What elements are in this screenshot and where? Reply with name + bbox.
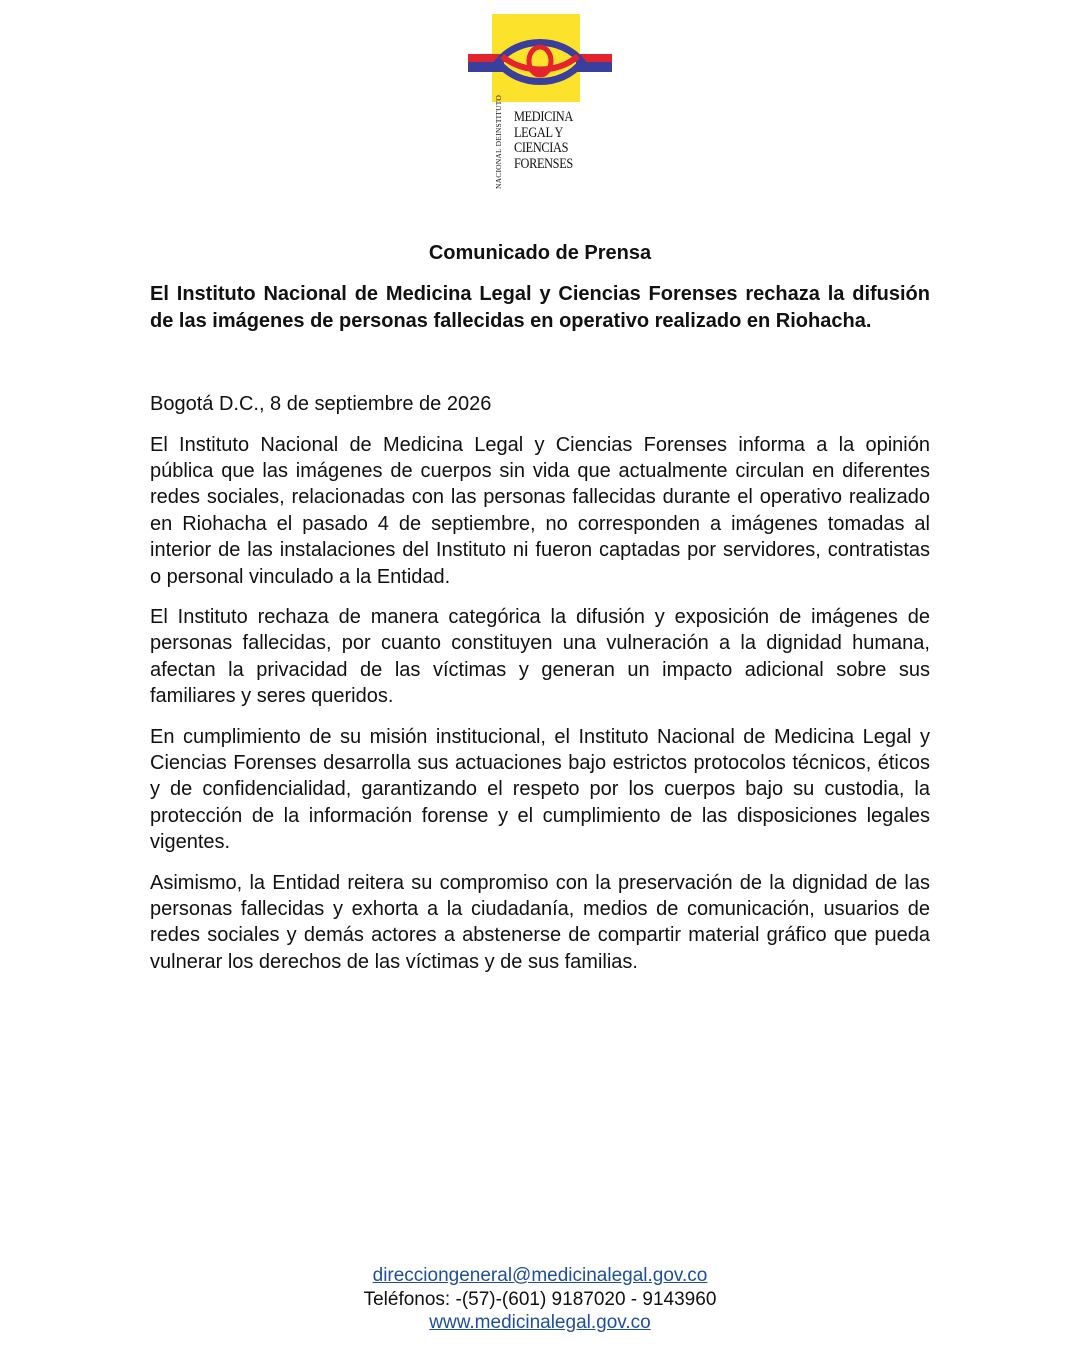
dateline: Bogotá D.C., 8 de septiembre de 2026	[150, 393, 492, 415]
eye-emblem-icon	[468, 14, 612, 104]
logo-word: CIENCIAS	[514, 140, 569, 156]
logo-word: MEDICINA	[514, 109, 573, 125]
phone-numbers: Teléfonos: -(57)-(601) 9187020 - 9143960	[363, 1288, 717, 1310]
logo-word: LEGAL Y	[514, 124, 564, 141]
contact-footer	[0, 1264, 1080, 1335]
institute-logo	[468, 14, 612, 189]
document-heading: Comunicado de Prensa	[428, 242, 652, 264]
email-link[interactable]: direcciongeneral@medicinalegal.gov.co	[372, 1265, 708, 1286]
document-subheading: El Instituto Nacional de Medicina Legal y Ciencias Forenses rechaza la difusión de las imágenes de personas fallecidas en operativo realizado en Riohacha.	[150, 283, 930, 332]
body-paragraph: El Instituto rechaza de manera categórica la difusión y exposición de imágenes de personas fallecidas, por cuanto constituyen una vulneración a la dignidad humana, afectan la privacidad de las víctimas y generan un impacto adicional sobre sus familiares y seres queridos.	[150, 605, 930, 708]
body-paragraph: Asimismo, la Entidad reitera su compromiso con la preservación de la dignidad de las personas fallecidas y exhorta a la ciudadanía, medios de comunicación, usuarios de redes sociales y demás actores a abstenerse de compartir material gráfico que pueda vulnerar los derechos de las víctimas y de sus familias.	[150, 871, 930, 973]
website-link[interactable]: www.medicinalegal.gov.co	[429, 1312, 651, 1333]
logo-vertical-line: INSTITUTO	[494, 95, 503, 136]
body-paragraph: En cumplimiento de su misión institucional, el Instituto Nacional de Medicina Legal y Ciencias Forenses desarrolla sus actuaciones bajo estrictos protocolos técnicos, éticos y de confidencialidad, garantizando el respeto por los cuerpos bajo su custodia, la protección de la información forense y el cumplimiento de las disposiciones legales vigentes.	[150, 725, 930, 854]
logo-wordmark	[514, 110, 573, 172]
logo-vertical-text	[490, 95, 508, 189]
press-release-body	[150, 240, 930, 975]
logo-vertical-line: NACIONAL DE	[494, 135, 503, 189]
logo-word: FORENSES	[514, 155, 573, 172]
body-paragraph: El Instituto Nacional de Medicina Legal y Ciencias Forenses informa a la opinión pública que las imágenes de cuerpos sin vida que actualmente circulan en diferentes redes sociales, relacionadas con las personas fallecidas durante el operativo realizado en Riohacha el pasado 4 de septiembre, no corresponden a imágenes tomadas al interior de las instalaciones del Instituto ni fueron captadas por servidores, contratistas o personal vinculado a la Entidad.	[150, 433, 930, 588]
